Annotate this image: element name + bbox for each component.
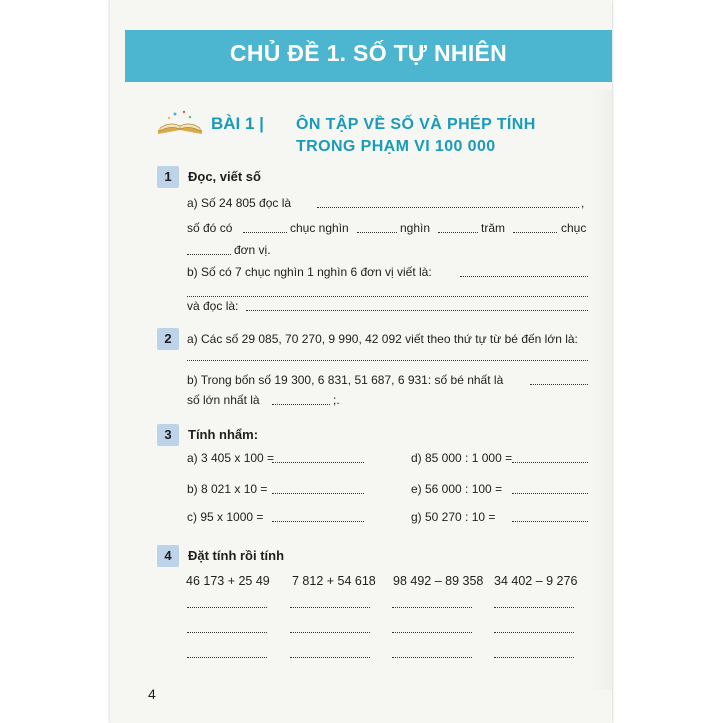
answer-line[interactable] — [272, 462, 364, 463]
ex3-item-e: e) 56 000 : 100 = — [411, 482, 503, 496]
answer-line[interactable] — [317, 207, 579, 208]
answer-line[interactable] — [187, 360, 588, 361]
answer-line[interactable] — [187, 254, 231, 255]
ex3-item-d: d) 85 000 : 1 000 = — [411, 451, 513, 465]
exercise4-heading: Đặt tính rồi tính — [188, 548, 285, 563]
ex3-item-a: a) 3 405 x 100 = — [187, 451, 275, 465]
answer-line[interactable] — [272, 404, 330, 405]
answer-line[interactable] — [187, 632, 267, 633]
lesson-title-line1: ÔN TẬP VỀ SỐ VÀ PHÉP TÍNH — [296, 116, 536, 133]
ex1-b-text: b) Số có 7 chục nghìn 1 nghìn 6 đơn vị viết là: — [187, 265, 432, 279]
answer-line[interactable] — [357, 232, 397, 233]
ex1-a-so-do-co: số đó có — [187, 221, 233, 235]
answer-line[interactable] — [494, 657, 574, 658]
answer-line[interactable] — [272, 521, 364, 522]
lesson-title-line2: TRONG PHẠM VI 100 000 — [296, 138, 496, 155]
exercise-number-2: 2 — [157, 328, 179, 350]
ex3-item-g: g) 50 270 : 10 = — [411, 510, 496, 524]
answer-line[interactable] — [187, 657, 267, 658]
answer-line[interactable] — [187, 607, 267, 608]
exercise-number-3: 3 — [157, 424, 179, 446]
answer-line[interactable] — [512, 521, 588, 522]
page-shadow — [590, 90, 612, 690]
ex1-a-nghin: nghìn — [400, 221, 431, 235]
answer-line[interactable] — [392, 657, 472, 658]
ex2-b-end: ;. — [333, 393, 340, 407]
exercise1-heading: Đọc, viết số — [188, 169, 261, 184]
answer-line[interactable] — [494, 632, 574, 633]
answer-line[interactable] — [272, 493, 364, 494]
answer-line[interactable] — [290, 657, 370, 658]
answer-line[interactable] — [530, 384, 588, 385]
lesson-label: BÀI 1 | — [211, 114, 264, 133]
answer-line[interactable] — [460, 276, 588, 277]
ex1-b-read: và đọc là: — [187, 299, 239, 313]
ex2-b-line2: số lớn nhất là — [187, 393, 260, 407]
answer-line[interactable] — [494, 607, 574, 608]
ex1-a-text: a) Số 24 805 đọc là — [187, 196, 292, 210]
ex1-a-tram: trăm — [481, 221, 505, 235]
ex4-problem-4: 34 402 – 9 276 — [494, 574, 578, 588]
ex3-item-b: b) 8 021 x 10 = — [187, 482, 268, 496]
ex1-a-comma: , — [581, 196, 585, 210]
ex4-problem-1: 46 173 + 25 49 — [186, 574, 270, 588]
exercise-number-1: 1 — [157, 166, 179, 188]
answer-line[interactable] — [187, 296, 588, 297]
ex1-a-chuc: chục — [561, 221, 587, 235]
answer-line[interactable] — [392, 632, 472, 633]
ex1-a-chuc-nghin: chục nghìn — [290, 221, 349, 235]
answer-line[interactable] — [513, 232, 557, 233]
answer-line[interactable] — [512, 462, 588, 463]
exercise-number-4: 4 — [157, 545, 179, 567]
ex4-problem-2: 7 812 + 54 618 — [292, 574, 376, 588]
topic-banner — [125, 30, 612, 82]
answer-line[interactable] — [246, 310, 588, 311]
ex1-a-don-vi: đơn vị. — [234, 243, 271, 257]
topic-title: CHỦ ĐỀ 1. SỐ TỰ NHIÊN — [229, 40, 508, 66]
answer-line[interactable] — [243, 232, 287, 233]
open-book-icon — [155, 108, 205, 138]
ex4-problem-3: 98 492 – 89 358 — [393, 574, 484, 588]
page-number: 4 — [148, 686, 156, 702]
ex2-a-text: a) Các số 29 085, 70 270, 9 990, 42 092 viết theo thứ tự từ bé đến lớn là: — [187, 332, 578, 346]
answer-line[interactable] — [392, 607, 472, 608]
ex2-b-text: b) Trong bốn số 19 300, 6 831, 51 687, 6 931: số bé nhất là — [187, 373, 504, 387]
lesson-title — [296, 114, 536, 158]
answer-line[interactable] — [290, 607, 370, 608]
answer-line[interactable] — [512, 493, 588, 494]
exercise3-heading: Tính nhẩm: — [188, 427, 259, 442]
answer-line[interactable] — [290, 632, 370, 633]
answer-line[interactable] — [438, 232, 478, 233]
ex3-item-c: c) 95 x 1000 = — [187, 510, 264, 524]
